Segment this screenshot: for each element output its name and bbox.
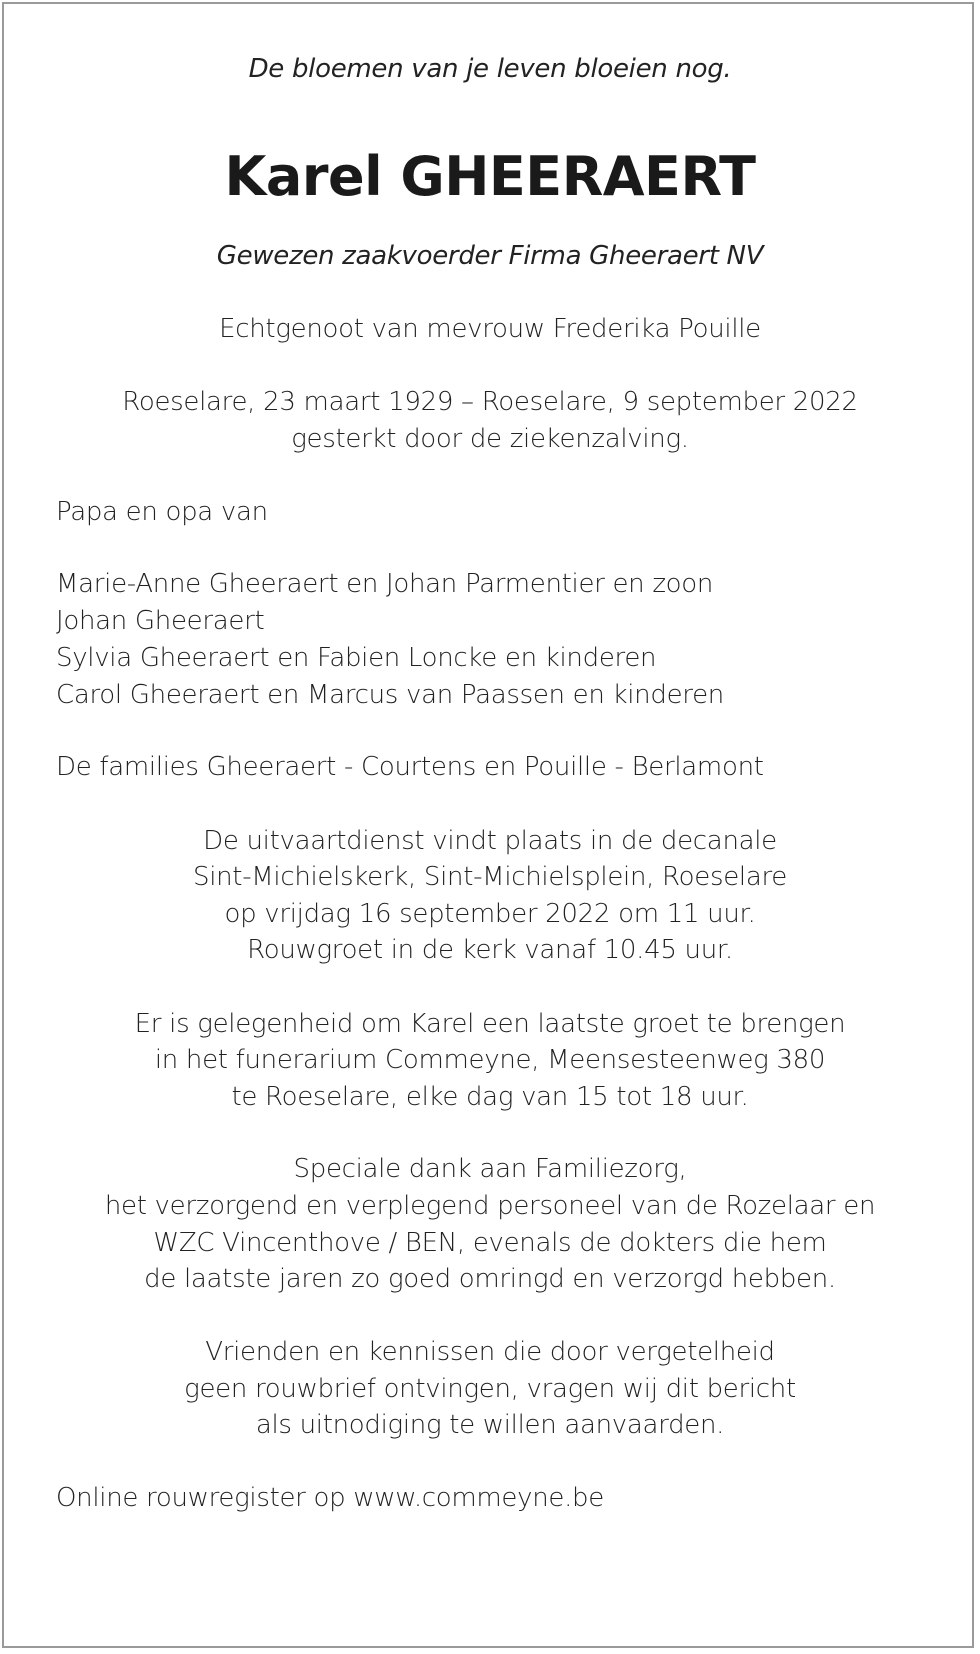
thanks-line: het verzorgend en verplegend personeel van de Rozelaar en: [104, 1191, 876, 1221]
service-line: op vrijdag 16 september 2022 om 11 uur.: [224, 899, 756, 929]
notice-line: geen rouwbrief ontvingen, vragen wij dit bericht: [184, 1374, 796, 1404]
service-line: Sint-Michielskerk, Sint-Michielsplein, Roeselare: [193, 862, 787, 892]
visitation-line: te Roeselare, elke dag van 15 tot 18 uur.: [231, 1082, 749, 1112]
visitation-line: in het funerarium Commeyne, Meensesteenweg 380: [154, 1045, 826, 1075]
child-line: Johan Gheeraert: [56, 606, 265, 636]
child-line: Sylvia Gheeraert en Fabien Loncke en kinderen: [56, 643, 657, 673]
child-line: Marie-Anne Gheeraert en Johan Parmentier en zoon: [56, 569, 714, 599]
thanks-line: de laatste jaren zo goed omringd en verzorgd hebben.: [144, 1264, 836, 1294]
child-line: Carol Gheeraert en Marcus van Paassen en kinderen: [56, 680, 724, 710]
occupation: Gewezen zaakvoerder Firma Gheeraert NV: [216, 241, 764, 271]
deceased-name: Karel GHEERAERT: [224, 145, 756, 208]
spouse-line: Echtgenoot van mevrouw Frederika Pouille: [219, 314, 761, 344]
motto: De bloemen van je leven bloeien nog.: [248, 54, 732, 84]
notice-line: Vrienden en kennissen die door vergetelheid: [205, 1337, 775, 1367]
life-dates: Roeselare, 23 maart 1929 – Roeselare, 9 september 2022: [122, 387, 858, 417]
families-line: De families Gheeraert - Courtens en Pouille - Berlamont: [56, 752, 764, 782]
notice-line: als uitnodiging te willen aanvaarden.: [255, 1410, 725, 1440]
service-line: De uitvaartdienst vindt plaats in de decanale: [203, 826, 777, 856]
service-line: Rouwgroet in de kerk vanaf 10.45 uur.: [247, 935, 733, 965]
sacrament-line: gesterkt door de ziekenzalving.: [291, 424, 689, 454]
thanks-line: WZC Vincenthove / BEN, evenals de dokters die hem: [153, 1228, 827, 1258]
thanks-line: Speciale dank aan Familiezorg,: [293, 1154, 687, 1184]
family-intro: Papa en opa van: [56, 497, 268, 527]
online-register-line: Online rouwregister op www.commeyne.be: [56, 1483, 604, 1513]
visitation-line: Er is gelegenheid om Karel een laatste groet te brengen: [134, 1009, 846, 1039]
